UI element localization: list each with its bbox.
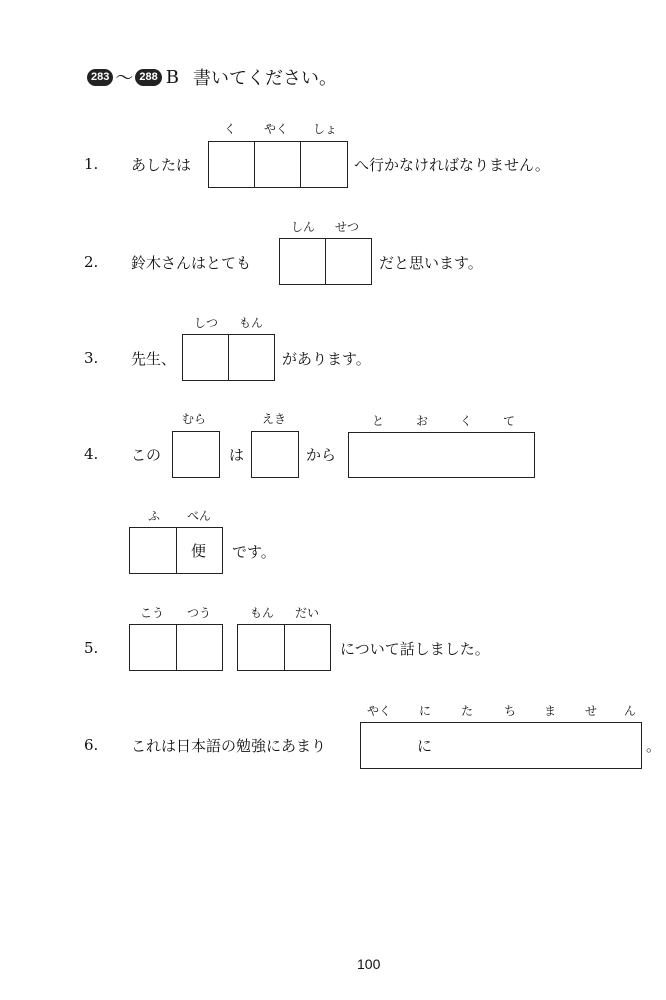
furigana: しん bbox=[291, 220, 316, 234]
answer-box[interactable] bbox=[279, 238, 372, 285]
furigana: ち bbox=[504, 704, 517, 718]
range-tilde: ～ bbox=[115, 68, 134, 89]
question-number: 4. bbox=[84, 445, 99, 463]
furigana: と bbox=[372, 414, 385, 428]
question-text-after: について話しました。 bbox=[340, 640, 490, 658]
question-text-before: 鈴木さんはとても bbox=[131, 254, 252, 272]
question-text-after: があります。 bbox=[282, 350, 371, 368]
given-character: 便 bbox=[191, 542, 207, 560]
given-character: に bbox=[417, 737, 433, 755]
furigana: ふ bbox=[148, 509, 161, 523]
question-text-middle: は bbox=[229, 446, 245, 464]
furigana: せ bbox=[585, 704, 598, 718]
answer-box[interactable] bbox=[129, 527, 223, 574]
furigana: ま bbox=[544, 704, 557, 718]
furigana: つう bbox=[187, 606, 212, 620]
furigana: ん bbox=[624, 704, 637, 718]
section-header bbox=[87, 64, 337, 90]
question-text-after: だと思います。 bbox=[379, 254, 483, 272]
question-number: 1. bbox=[84, 155, 99, 173]
question-number: 2. bbox=[84, 253, 99, 271]
furigana: しつ bbox=[194, 316, 219, 330]
section-letter: B bbox=[165, 66, 179, 88]
furigana: べん bbox=[187, 509, 212, 523]
question-text-before: これは日本語の勉強にあまり bbox=[131, 737, 327, 755]
furigana: て bbox=[503, 414, 516, 428]
furigana: く bbox=[224, 122, 237, 136]
answer-box[interactable] bbox=[251, 431, 299, 478]
furigana: た bbox=[461, 704, 474, 718]
answer-box[interactable] bbox=[360, 722, 642, 769]
answer-box[interactable] bbox=[129, 624, 223, 671]
answer-box[interactable] bbox=[237, 624, 331, 671]
furigana: く bbox=[460, 414, 473, 428]
question-text-before: この bbox=[131, 446, 162, 464]
answer-box[interactable] bbox=[208, 141, 348, 188]
answer-box[interactable] bbox=[182, 334, 275, 381]
question-text-before: あしたは bbox=[131, 156, 192, 174]
furigana: えき bbox=[262, 412, 287, 426]
question-text-after: から bbox=[306, 446, 337, 464]
page-number: 100 bbox=[357, 956, 381, 972]
furigana: せつ bbox=[335, 220, 360, 234]
furigana: こう bbox=[140, 606, 165, 620]
question-number: 5. bbox=[84, 639, 99, 657]
furigana: やく bbox=[264, 122, 289, 136]
badge-end: 288 bbox=[135, 69, 161, 86]
question-text-before: 先生、 bbox=[131, 350, 177, 368]
furigana: お bbox=[416, 414, 429, 428]
furigana: むら bbox=[182, 412, 207, 426]
question-number: 3. bbox=[84, 349, 99, 367]
furigana: もん bbox=[250, 606, 275, 620]
badge-start: 283 bbox=[87, 69, 113, 86]
question-text-after: です。 bbox=[232, 543, 276, 561]
question-text-after: へ行かなければなりません。 bbox=[354, 156, 550, 174]
answer-box[interactable] bbox=[348, 432, 535, 478]
answer-box[interactable] bbox=[172, 431, 220, 478]
furigana: やく bbox=[367, 704, 392, 718]
question-number: 6. bbox=[84, 736, 99, 754]
furigana: しょ bbox=[313, 122, 338, 136]
instruction-title: 書いてください。 bbox=[192, 68, 337, 89]
question-text-after: 。 bbox=[646, 737, 662, 755]
furigana: もん bbox=[239, 316, 264, 330]
furigana: だい bbox=[295, 606, 320, 620]
furigana: に bbox=[419, 704, 432, 718]
